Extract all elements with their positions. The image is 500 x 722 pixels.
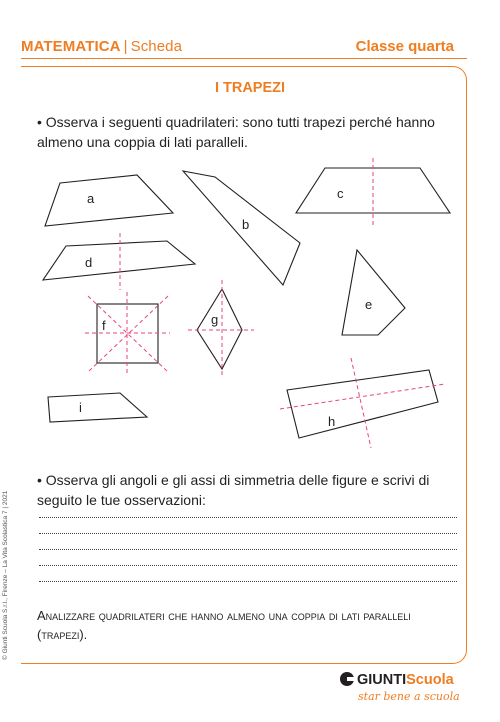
label-b: b <box>242 217 250 232</box>
axis-h-short <box>351 358 371 448</box>
label-e: e <box>365 297 373 312</box>
subject-label: MATEMATICA <box>21 38 121 55</box>
label-h: h <box>328 414 336 429</box>
shape-h <box>287 370 438 438</box>
answer-line[interactable] <box>39 502 457 518</box>
giunti-logo-icon <box>340 672 354 686</box>
shape-e <box>342 250 405 335</box>
copyright-credit: © Giunti Scuola S.r.l., Firenze – La Vita Scolastica 7 | 2021 <box>2 490 9 660</box>
question-text: • Osserva gli angoli e gli assi di simmetria delle figure e scrivi di seguito le tue osservazioni: <box>37 472 430 508</box>
answer-line[interactable] <box>39 518 457 534</box>
brand-name-main: GIUNTI <box>357 672 407 688</box>
page-title: I TRAPEZI <box>214 80 286 96</box>
sheet-label: Scheda <box>130 38 183 55</box>
brand-name-accent: Scuola <box>406 672 454 688</box>
shape-a <box>45 175 173 226</box>
label-f: f <box>102 318 106 333</box>
label-d: d <box>85 255 93 270</box>
brand-name <box>357 672 454 688</box>
answer-lines <box>39 502 457 582</box>
publisher-logo <box>340 670 460 703</box>
teacher-instruction: Analizzare quadrilateri che hanno almeno una coppia di lati paralleli (trapezi). <box>37 608 411 642</box>
answer-line[interactable] <box>39 566 457 582</box>
answer-line[interactable] <box>39 534 457 550</box>
shape-i <box>48 393 147 422</box>
brand-tagline: star bene a scuola <box>358 690 460 703</box>
label-c: c <box>337 186 344 201</box>
shape-g <box>197 289 242 369</box>
label-a: a <box>87 191 95 206</box>
intro-text: • Osserva i seguenti quadrilateri: sono tutti trapezi perché hanno almeno una coppia di lati paralleli. <box>37 114 435 150</box>
shape-d <box>43 241 195 280</box>
grade-label: Classe quarta <box>355 38 454 55</box>
label-i: i <box>79 400 82 415</box>
answer-line[interactable] <box>39 550 457 566</box>
label-g: g <box>211 312 219 327</box>
header-separator: | <box>123 38 128 55</box>
